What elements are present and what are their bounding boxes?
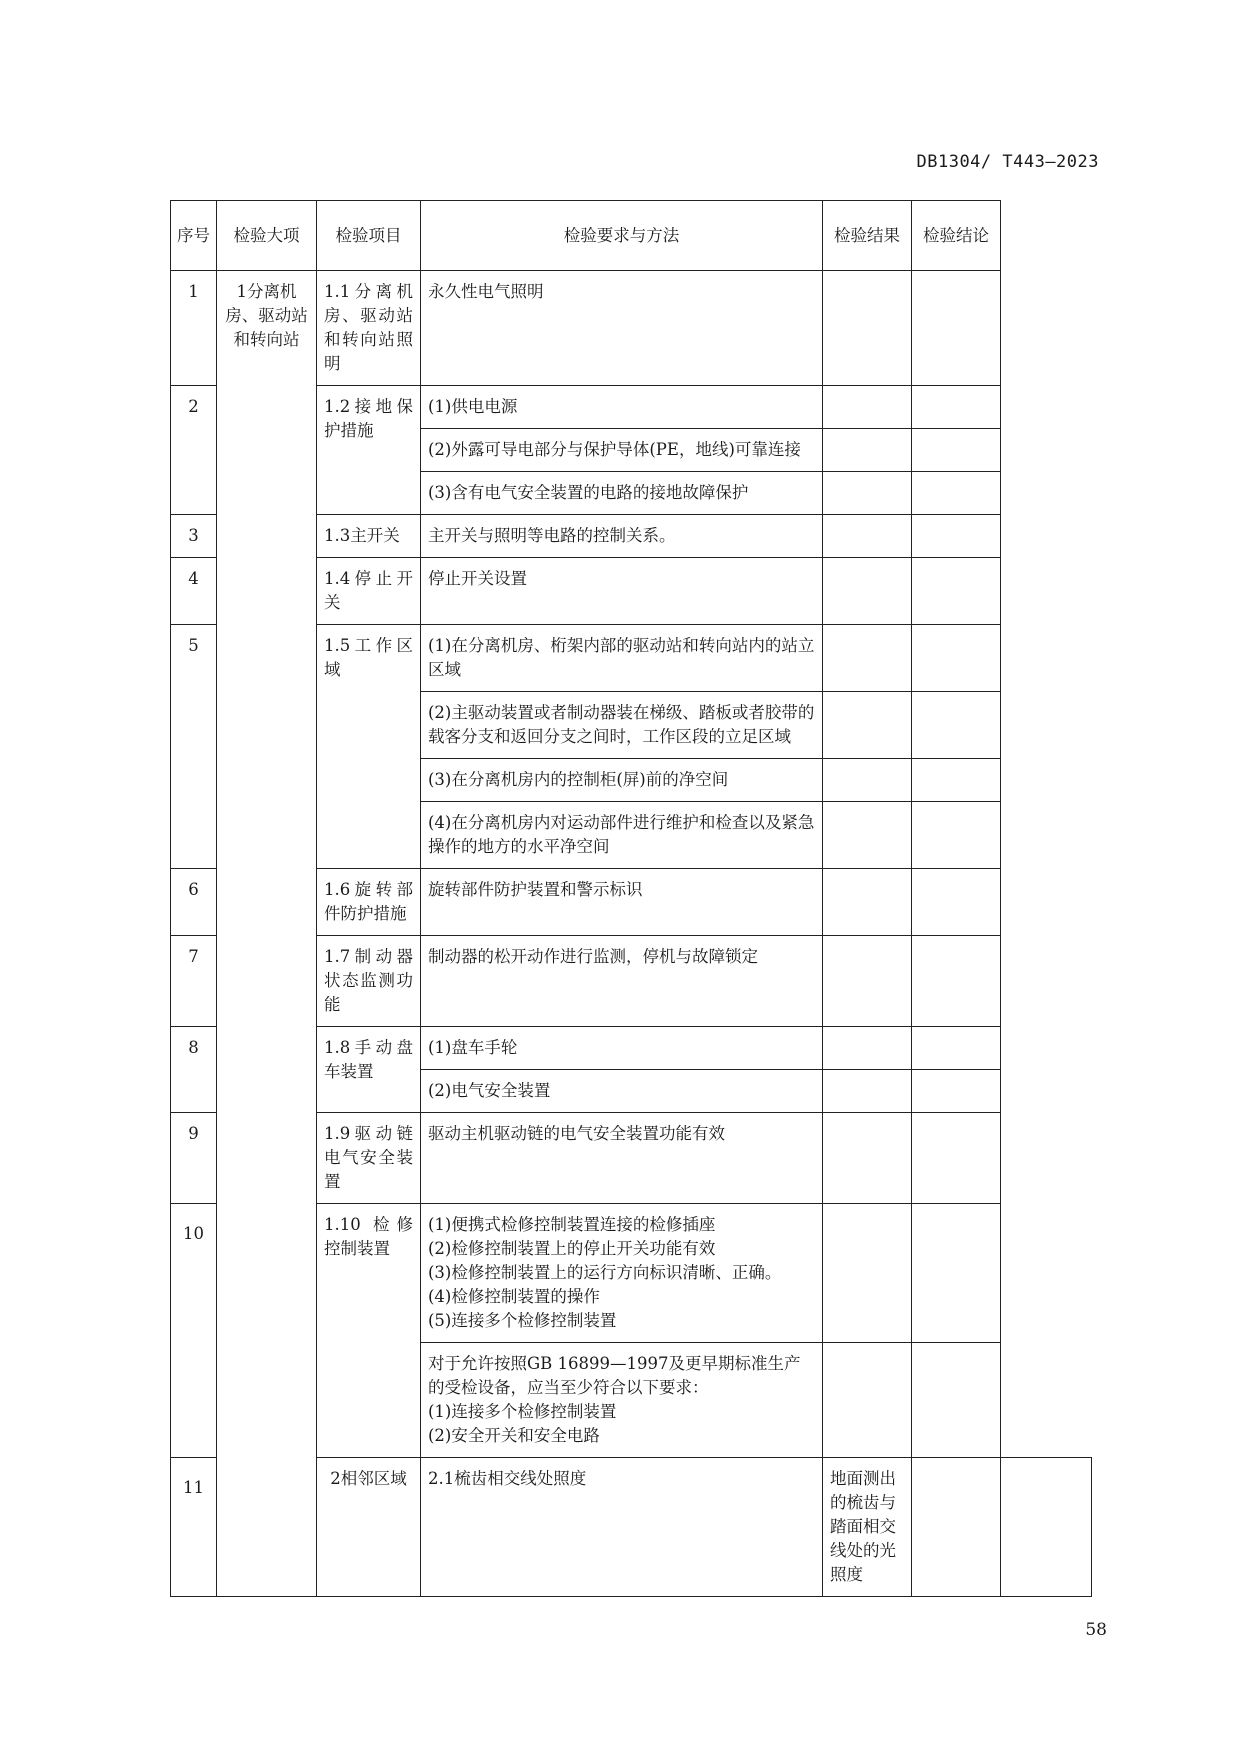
item-cell: 1.8手动盘车装置: [317, 1027, 421, 1113]
requirement-cell: 地面测出的梳齿与踏面相交线处的光照度: [823, 1458, 912, 1597]
result-cell[interactable]: [823, 271, 912, 386]
result-cell[interactable]: [823, 1113, 912, 1204]
item-cell: 1.10 检修控制装置: [317, 1204, 421, 1458]
conclusion-cell[interactable]: [912, 759, 1001, 802]
row-seq: 10: [171, 1204, 217, 1458]
result-cell[interactable]: [823, 515, 912, 558]
conclusion-cell[interactable]: [912, 1027, 1001, 1070]
row-seq: 5: [171, 625, 217, 869]
conclusion-cell[interactable]: [912, 515, 1001, 558]
conclusion-cell[interactable]: [912, 1070, 1001, 1113]
conclusion-cell[interactable]: [912, 869, 1001, 936]
requirement-cell: (2)主驱动装置或者制动器装在梯级、踏板或者胶带的载客分支和返回分支之间时，工作区段的立足区域: [421, 692, 823, 759]
item-cell: 1.6旋转部件防护措施: [317, 869, 421, 936]
requirement-cell: 停止开关设置: [421, 558, 823, 625]
requirement-cell: 主开关与照明等电路的控制关系。: [421, 515, 823, 558]
category-cell: 1分离机房、驱动站和转向站: [217, 271, 317, 1597]
result-cell[interactable]: [823, 429, 912, 472]
row-seq: 9: [171, 1113, 217, 1204]
requirement-cell: [421, 1343, 823, 1458]
requirement-cell: (1)盘车手轮: [421, 1027, 823, 1070]
result-cell[interactable]: [823, 936, 912, 1027]
requirement-cell: (4)在分离机房内对运动部件进行维护和检查以及紧急操作的地方的水平净空间: [421, 802, 823, 869]
result-cell[interactable]: [823, 1343, 912, 1458]
requirement-cell: (1)供电电源: [421, 386, 823, 429]
result-cell[interactable]: [823, 1070, 912, 1113]
page-number: 58: [1085, 1620, 1107, 1640]
result-cell[interactable]: [823, 386, 912, 429]
result-cell[interactable]: [823, 692, 912, 759]
requirement-cell: [421, 1204, 823, 1343]
requirement-cell: 旋转部件防护装置和警示标识: [421, 869, 823, 936]
table-header-row: [171, 201, 1092, 271]
result-cell[interactable]: [823, 802, 912, 869]
row-seq: 11: [171, 1458, 217, 1597]
requirement-cell: (2)外露可导电部分与保护导体(PE，地线)可靠连接: [421, 429, 823, 472]
row-seq: 1: [171, 271, 217, 386]
category-cell: 2相邻区域: [317, 1458, 421, 1597]
conclusion-cell[interactable]: [912, 692, 1001, 759]
requirement-line: (4)检修控制装置的操作: [428, 1287, 600, 1306]
table-row: [171, 271, 1092, 386]
item-cell: 1.2接地保护措施: [317, 386, 421, 515]
header-item: 检验项目: [317, 201, 421, 271]
requirement-line: (1)连接多个检修控制装置: [428, 1402, 617, 1421]
result-cell[interactable]: [823, 625, 912, 692]
result-cell[interactable]: [823, 759, 912, 802]
requirement-cell: (3)在分离机房内的控制柜(屏)前的净空间: [421, 759, 823, 802]
requirement-cell: (2)电气安全装置: [421, 1070, 823, 1113]
item-cell: 1.1分离机房、驱动站和转向站照明: [317, 271, 421, 386]
document-code: DB1304/ T443—2023: [916, 152, 1099, 172]
result-cell[interactable]: [823, 1204, 912, 1343]
conclusion-cell[interactable]: [912, 802, 1001, 869]
item-cell: 1.4停止开关: [317, 558, 421, 625]
requirement-line: (5)连接多个检修控制装置: [428, 1311, 617, 1330]
row-seq: 8: [171, 1027, 217, 1113]
header-seq: 序号: [171, 201, 217, 271]
requirement-line: (2)检修控制装置上的停止开关功能有效: [428, 1239, 716, 1258]
header-requirement: 检验要求与方法: [421, 201, 823, 271]
row-seq: 7: [171, 936, 217, 1027]
item-cell: 1.3主开关: [317, 515, 421, 558]
requirement-line: (2)安全开关和安全电路: [428, 1426, 600, 1445]
requirement-cell: 制动器的松开动作进行监测，停机与故障锁定: [421, 936, 823, 1027]
conclusion-cell[interactable]: [912, 1204, 1001, 1343]
row-seq: 2: [171, 386, 217, 515]
conclusion-cell[interactable]: [912, 558, 1001, 625]
requirement-cell: (3)含有电气安全装置的电路的接地故障保护: [421, 472, 823, 515]
requirement-cell: 驱动主机驱动链的电气安全装置功能有效: [421, 1113, 823, 1204]
requirement-cell: 永久性电气照明: [421, 271, 823, 386]
conclusion-cell[interactable]: [1001, 1458, 1092, 1597]
inspection-table: [170, 200, 1092, 1597]
row-seq: 4: [171, 558, 217, 625]
requirement-line: (1)便携式检修控制装置连接的检修插座: [428, 1215, 716, 1234]
row-seq: 6: [171, 869, 217, 936]
item-cell: 1.7制动器状态监测功能: [317, 936, 421, 1027]
conclusion-cell[interactable]: [912, 271, 1001, 386]
result-cell[interactable]: [823, 869, 912, 936]
item-cell: 1.9驱动链电气安全装置: [317, 1113, 421, 1204]
conclusion-cell[interactable]: [912, 625, 1001, 692]
conclusion-cell[interactable]: [912, 386, 1001, 429]
row-seq: 3: [171, 515, 217, 558]
requirement-line: 对于允许按照GB 16899—1997及更早期标准生产的受检设备，应当至少符合以下要求：: [428, 1354, 801, 1397]
conclusion-cell[interactable]: [912, 429, 1001, 472]
header-result: 检验结果: [823, 201, 912, 271]
conclusion-cell[interactable]: [912, 1113, 1001, 1204]
header-conclusion: 检验结论: [912, 201, 1001, 271]
conclusion-cell[interactable]: [912, 1343, 1001, 1458]
requirement-line: (3)检修控制装置上的运行方向标识清晰、正确。: [428, 1263, 782, 1282]
result-cell[interactable]: [823, 1027, 912, 1070]
result-cell[interactable]: [823, 472, 912, 515]
conclusion-cell[interactable]: [912, 472, 1001, 515]
conclusion-cell[interactable]: [912, 936, 1001, 1027]
item-cell: 2.1梳齿相交线处照度: [421, 1458, 823, 1597]
requirement-cell: (1)在分离机房、桁架内部的驱动站和转向站内的站立区域: [421, 625, 823, 692]
header-category: 检验大项: [217, 201, 317, 271]
item-cell: 1.5工作区域: [317, 625, 421, 869]
result-cell[interactable]: [823, 558, 912, 625]
result-cell[interactable]: [912, 1458, 1001, 1597]
